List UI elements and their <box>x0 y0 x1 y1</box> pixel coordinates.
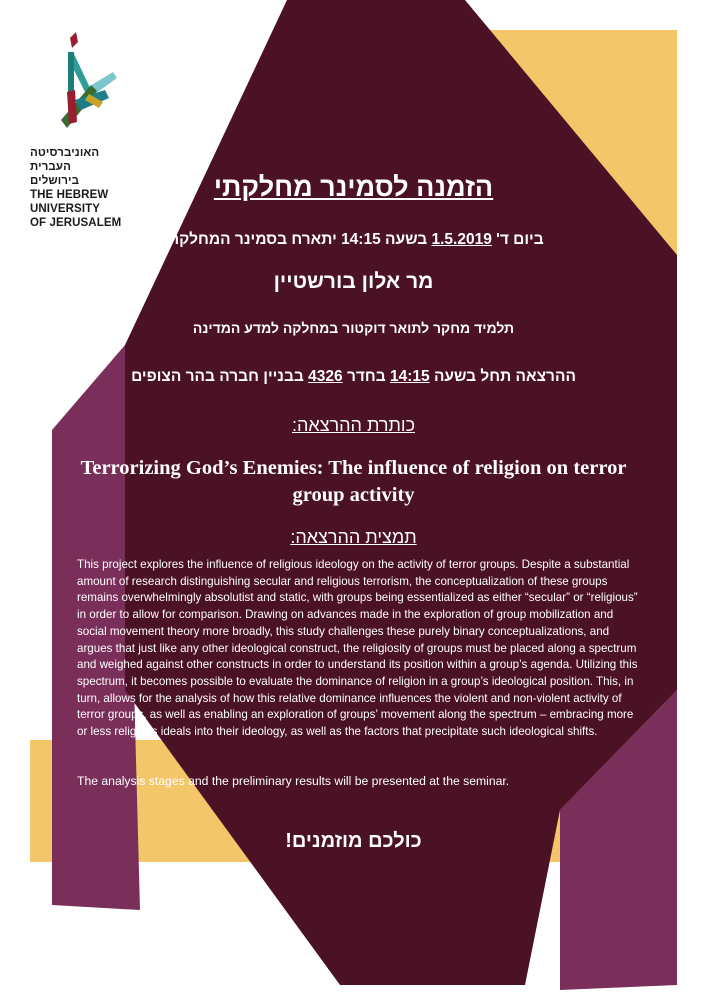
location-prefix: ההרצאה תחל בשעה <box>433 368 576 385</box>
closing-note: The analysis stages and the preliminary results will be presented at the seminar. <box>77 774 510 788</box>
date-suffix: בשעה 14:15 יתארח בסמינר המחלקתי <box>163 231 428 248</box>
logo-line-2: העברית <box>30 161 71 173</box>
speaker-name: מר אלון בורשטיין <box>273 270 434 293</box>
date-prefix: ביום ד' <box>496 231 544 248</box>
abstract-text: This project explores the influence of religious ideology on the activity of terror groups. Despite a substantial amount of research distinguishing secular and religious terrorism, the conceptualization of these groups remains overwhelmingly absolutist and static, with groups being essentialized as either “secular” or “religious” in order to allow for comparison. Drawing on advances made in the exploration of group mobilization and social movement theory more broadly, this study challenges these purely binary conceptualizations, and argues that just like any other ideological construct, the religiosity of groups must be placed along a spectrum and weighed against other constructs in order to understand its position within a group’s agenda. Utilizing this spectrum, it becomes possible to evaluate the dominance of religion in a group’s ideological position. This, in turn, allows for the analysis of how this relative dominance influences the violent and non-violent activity of terror groups, as well as enabling an exploration of groups’ movement along the spectrum – embracing more or less religious ideals into their ideology, as well as the factors that precipitate such ideological shifts. <box>77 558 638 739</box>
lecture-title: Terrorizing God’s Enemies: The influence of religion on terror group activity <box>80 457 627 506</box>
room-number: 4326 <box>308 368 343 385</box>
invitation-title: הזמנה לסמינר מחלקתי <box>213 172 494 202</box>
location-line <box>0 368 707 386</box>
seminar-date: 1.5.2019 <box>431 231 492 248</box>
date-line <box>0 231 707 249</box>
logo-line-5: UNIVERSITY <box>30 203 101 215</box>
location-mid: בחדר <box>346 368 386 385</box>
invite-all: כולכם מוזמנים! <box>285 830 422 852</box>
logo-line-4: THE HEBREW <box>30 189 109 201</box>
abstract-label: תמצית ההרצאה: <box>290 527 417 547</box>
lecture-time: 14:15 <box>389 368 430 385</box>
lecture-title-label: כותרת ההרצאה: <box>291 415 416 435</box>
logo-line-6: OF JERUSALEM <box>30 217 122 229</box>
location-suffix: בבניין חברה בהר הצופים <box>131 368 304 385</box>
logo-line-3: בירושלים <box>30 175 80 187</box>
logo-line-1: האוניברסיטה <box>30 147 100 159</box>
speaker-affiliation: תלמיד מחקר לתואר דוקטור במחלקה למדע המדינה <box>192 320 515 336</box>
